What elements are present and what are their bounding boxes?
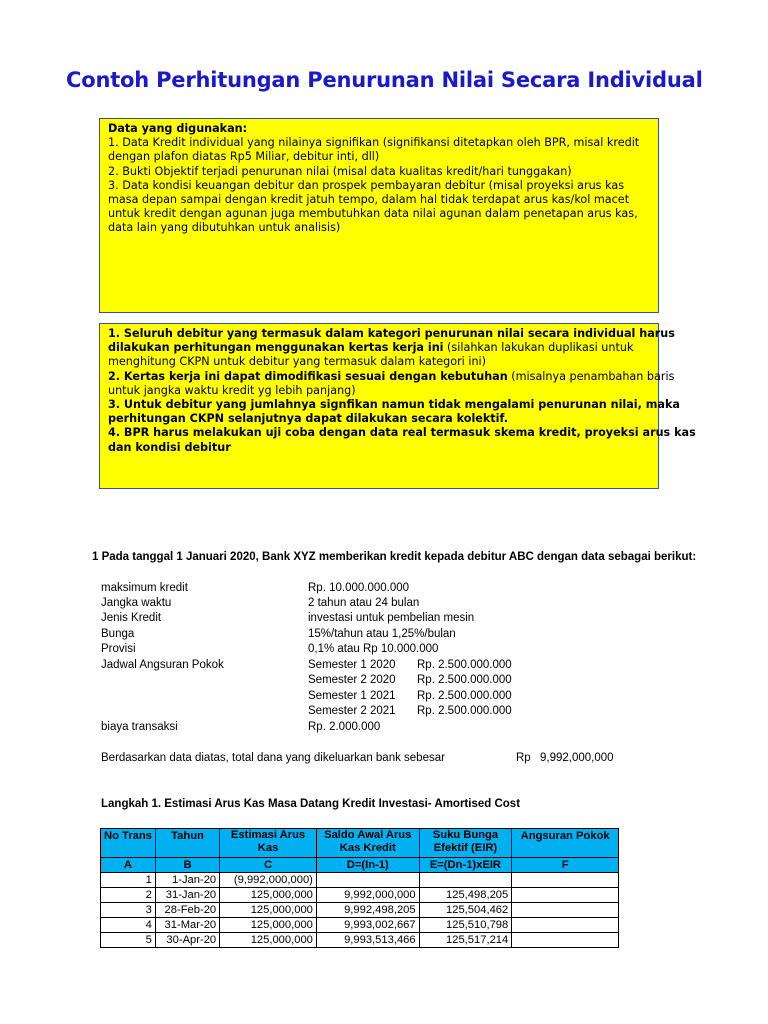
header-no-trans[interactable]: No Trans	[101, 829, 156, 858]
cell[interactable]: 5	[101, 933, 156, 948]
instructions-box	[99, 323, 696, 489]
cell[interactable]: 125,498,205	[419, 888, 512, 903]
col-letter[interactable]: A	[101, 858, 156, 873]
cell[interactable]	[419, 873, 512, 888]
loan-value: Rp. 2.000.000	[308, 721, 381, 733]
box1-line: dengan plafon diatas Rp5 Miliar, debitur inti, dll)	[108, 150, 380, 164]
loan-value: Semester 2 2020	[308, 674, 396, 686]
loan-value: 15%/tahun atau 1,25%/bulan	[308, 628, 456, 640]
cell[interactable]: 125,000,000	[220, 903, 317, 918]
cell[interactable]: 31-Jan-20	[155, 888, 219, 903]
loan-value: Semester 1 2020	[308, 659, 396, 671]
cell[interactable]: 9,992,498,205	[316, 903, 419, 918]
header-tahun[interactable]: Tahun	[155, 829, 219, 858]
cell[interactable]	[512, 873, 619, 888]
box2-bold: dilakukan perhitungan menggunakan kertas kerja ini	[108, 341, 444, 355]
box1-line: 3. Data kondisi keuangan debitur dan prospek pembayaran debitur (misal proyeksi arus kas	[108, 178, 625, 192]
box1-line: 2. Bukti Objektif terjadi penurunan nilai (misal data kualitas kredit/hari tunggakan)	[108, 164, 572, 178]
cell[interactable]: 28-Feb-20	[155, 903, 219, 918]
box1-heading: Data yang digunakan:	[108, 122, 248, 135]
box1-line: untuk kredit dengan agunan juga membutuhkan data nilai agunan dalam penetapan arus kas,	[108, 207, 638, 221]
box2-line: 1. Seluruh debitur yang termasuk dalam kategori penurunan nilai secara individual harus	[108, 327, 675, 340]
cell[interactable]	[512, 903, 619, 918]
summary-currency: Rp	[516, 752, 531, 764]
header-estimasi[interactable]: Estimasi Arus Kas	[220, 829, 317, 858]
col-letter[interactable]: E=(Dn-1)xEIR	[419, 858, 512, 873]
box2-normal: (misalnya penambahan baris	[507, 369, 675, 383]
cell[interactable]	[512, 933, 619, 948]
step1-heading: Langkah 1. Estimasi Arus Kas Masa Datang Kredit Investasi- Amortised Cost	[101, 798, 521, 810]
cell[interactable]	[316, 873, 419, 888]
loan-value: investasi untuk pembelian mesin	[308, 612, 475, 624]
box1-line: data lain yang dibutuhkan untuk analisis)	[108, 221, 341, 235]
cell[interactable]: (9,992,000,000)	[220, 873, 317, 888]
table-row	[101, 933, 619, 948]
header-suku-bunga[interactable]: Suku Bunga Efektif (EIR)	[419, 829, 512, 858]
cell[interactable]: 2	[101, 888, 156, 903]
cell[interactable]: 125,000,000	[220, 918, 317, 933]
header-angsuran[interactable]: Angsuran Pokok	[512, 829, 619, 858]
loan-value: Semester 2 2021	[308, 705, 396, 717]
cell[interactable]: 125,510,798	[419, 918, 512, 933]
loan-amount: Rp. 2.500.000.000	[417, 674, 512, 686]
cell[interactable]: 1	[101, 873, 156, 888]
loan-label: maksimum kredit	[101, 582, 188, 594]
cell[interactable]: 9,993,513,466	[316, 933, 419, 948]
loan-label: biaya transaksi	[101, 721, 178, 733]
cell[interactable]	[512, 918, 619, 933]
data-requirements-box	[99, 118, 659, 313]
col-letter[interactable]: B	[155, 858, 219, 873]
cell[interactable]: 31-Mar-20	[155, 918, 219, 933]
box2-line: untuk jangka waktu kredit yg lebih panjang)	[108, 383, 356, 397]
loan-label: Provisi	[101, 643, 136, 655]
loan-amount: Rp. 2.500.000.000	[417, 659, 512, 671]
col-letter[interactable]: C	[220, 858, 317, 873]
cell[interactable]: 9,993,002,667	[316, 918, 419, 933]
cell[interactable]	[512, 888, 619, 903]
table-row	[101, 903, 619, 918]
box2-line: 3. Untuk debitur yang jumlahnya signfikan namun tidak mengalami penurunan nilai, maka	[108, 398, 680, 412]
summary-label: Berdasarkan data diatas, total dana yang dikeluarkan bank sebesar	[101, 752, 445, 764]
cell[interactable]: 9,992,000,000	[316, 888, 419, 903]
header-saldo-awal[interactable]: Saldo Awal Arus Kas Kredit	[316, 829, 419, 858]
table-row	[101, 873, 619, 888]
cell[interactable]: 1-Jan-20	[155, 873, 219, 888]
loan-label: Jadwal Angsuran Pokok	[101, 659, 224, 671]
loan-value: 0,1% atau Rp 10.000.000	[308, 643, 439, 655]
loan-label: Jenis Kredit	[101, 612, 162, 624]
cell[interactable]: 4	[101, 918, 156, 933]
box2-line	[108, 369, 675, 384]
loan-amount: Rp. 2.500.000.000	[417, 705, 512, 717]
col-letter[interactable]: D=(In-1)	[316, 858, 419, 873]
cashflow-table	[100, 828, 619, 948]
cell[interactable]: 125,000,000	[220, 888, 317, 903]
loan-value: 2 tahun atau 24 bulan	[308, 597, 420, 609]
cell[interactable]: 3	[101, 903, 156, 918]
box2-bold: 2. Kertas kerja ini dapat dimodifikasi sesuai dengan kebutuhan	[108, 369, 508, 383]
loan-label: Jangka waktu	[101, 597, 172, 609]
loan-amount: Rp. 2.500.000.000	[417, 690, 512, 702]
cell[interactable]: 125,000,000	[220, 933, 317, 948]
box2-line	[108, 341, 650, 355]
box1-line: masa depan sampai dengan kredit jatuh tempo, dalam hal tidak terdapat arus kas/kol macet	[108, 193, 630, 207]
box2-line: dan kondisi debitur	[108, 440, 231, 454]
intro-text: 1 Pada tanggal 1 Januari 2020, Bank XYZ memberikan kredit kepada debitur ABC dengan data sebagai berikut:	[92, 551, 697, 563]
col-letter[interactable]: F	[512, 858, 619, 873]
page-title: Contoh Perhitungan Penurunan Nilai Secara Individual	[66, 68, 703, 92]
loan-label: Bunga	[101, 628, 135, 640]
table-row	[101, 888, 619, 903]
summary-value: 9,992,000,000	[540, 752, 614, 764]
box2-line: perhitungan CKPN selanjutnya dapat dilakukan secara kolektif.	[108, 412, 508, 426]
loan-value: Semester 1 2021	[308, 690, 396, 702]
loan-value: Rp. 10.000.000.000	[308, 582, 410, 594]
cell[interactable]: 30-Apr-20	[155, 933, 219, 948]
cell[interactable]: 125,504,462	[419, 903, 512, 918]
box1-line: 1. Data Kredit individual yang nilainya signifikan (signifikansi ditetapkan oleh BPR, misal kredit	[108, 136, 640, 150]
box2-line: menghitung CKPN untuk debitur yang termasuk dalam kategori ini)	[108, 355, 487, 369]
box2-normal: (silahkan lakukan duplikasi untuk	[443, 341, 634, 355]
cell[interactable]: 125,517,214	[419, 933, 512, 948]
box2-line: 4. BPR harus melakukan uji coba dengan data real termasuk skema kredit, proyeksi arus kas	[108, 426, 696, 440]
table-row	[101, 918, 619, 933]
